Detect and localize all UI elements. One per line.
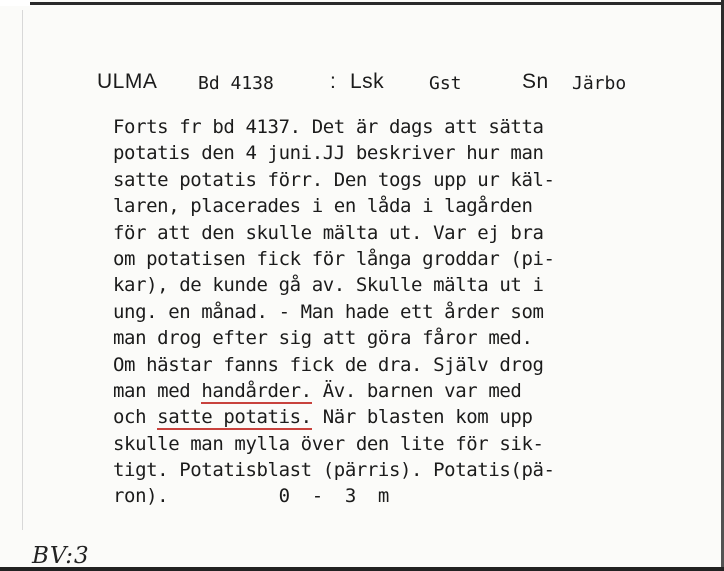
header-ulma: ULMA xyxy=(97,70,158,93)
text-line-with-underline xyxy=(113,404,683,430)
text-line: Forts fr bd 4137. Det är dags att sätta xyxy=(113,116,544,138)
text-line: för att den skulle mälta ut. Var ej bra xyxy=(113,221,544,244)
header-place: Järbo xyxy=(572,73,627,94)
card-header xyxy=(97,70,657,100)
text-line: ung. en månad. - Man hade ett årder som xyxy=(113,300,544,323)
card-left-shadow xyxy=(22,10,23,530)
text-line: satte potatis förr. Den togs upp ur käl- xyxy=(113,168,555,191)
header-sn: Sn xyxy=(522,70,549,93)
text-line: potatis den 4 juni.JJ beskriver hur man xyxy=(113,142,544,165)
card-top-gap xyxy=(0,0,30,6)
header-lsk: Lsk xyxy=(350,70,385,93)
card-top-edge xyxy=(30,2,724,5)
text-line-with-underline xyxy=(113,378,683,404)
text-segment: och xyxy=(113,406,158,429)
text-segment: man med xyxy=(113,379,202,402)
card-bottom-edge xyxy=(0,567,724,571)
underlined-term: handårder. xyxy=(201,379,312,402)
text-line: laren, placerades i en låda i lagården xyxy=(113,195,533,218)
underlined-term: satte potatis. xyxy=(157,406,312,429)
text-line: Om hästar fanns fick de dra. Själv drog xyxy=(113,353,544,376)
handwritten-reference: BV:3 xyxy=(32,543,90,569)
text-segment: Äv. barnen var med xyxy=(311,379,522,402)
text-segment: När blasten kom upp xyxy=(311,406,533,429)
header-bd-number: Bd 4138 xyxy=(198,73,274,94)
card-body-text xyxy=(113,114,683,510)
text-line: ron). 0 - 3 m xyxy=(113,485,389,508)
text-line: man drog efter sig att göra fåror med. xyxy=(113,327,533,350)
header-gst: Gst xyxy=(429,73,462,94)
header-separator: : xyxy=(330,70,337,93)
text-line: tigt. Potatisblast (pärris). Potatis(pä- xyxy=(113,459,555,482)
text-line: om potatisen fick för långa groddar (pi- xyxy=(113,247,555,270)
text-line: skulle man mylla över den lite för sik- xyxy=(113,432,544,455)
text-line: kar), de kunde gå av. Skulle mälta ut i xyxy=(113,274,544,297)
